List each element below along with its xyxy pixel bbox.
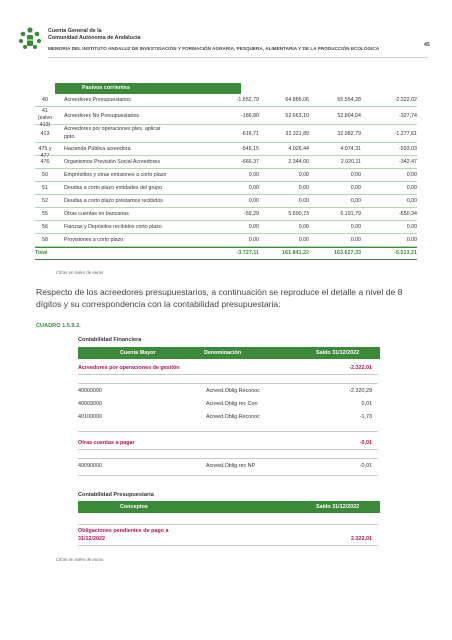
financiera-title: Contabilidad Financiera [78,337,142,343]
row-description: Acreedores No Presupuestarios [64,113,140,119]
row-value-v4: -327,74 [399,113,417,119]
row-saldo: -2.320,29 [349,388,372,394]
table-row [35,143,417,159]
row-value-v1: -59,29 [243,211,259,217]
junta-andalucia-logo-icon [16,25,44,53]
row-value-v2: 0,00 [298,185,309,191]
org-name-line1: Cuenta General de la [48,28,102,34]
row-code: 56 [42,224,48,230]
group1-label: Acreedores por operaciones de gestión [78,365,180,371]
row-description: Deudas a corto plazo préstamos recibidos [64,198,163,204]
presupuestaria-header-bar [78,501,380,513]
row-value-v2: 32.321,89 [285,131,309,137]
financiera-header-bar [78,347,380,359]
row-saldo: -0,01 [359,463,372,469]
col-cuenta-mayor: Cuenta Mayor [120,350,156,356]
row-value-v4: -593,03 [399,146,417,152]
cuadro-label: CUADRO 1.5.9.2. [36,323,81,329]
row-value-v2: 64.885,06 [285,97,309,103]
body-paragraph: Respecto de los acreedores presupuestarios, a continuación se reproduce el detalle a nivel de 8 dígitos y su correspondencia con la contabilidad presupuestaria: [36,287,403,309]
table-header-label: Pasivos corrientes [82,85,130,91]
row-value-v2: 52.663,10 [285,113,309,119]
obligaciones-label-line2: 31/12/2022 [78,536,105,542]
divider [78,458,378,459]
row-description: Otras cuentas no bancarias [64,211,129,217]
row-code: 55 [42,211,48,217]
header-divider [48,57,428,58]
row-description: Organismos Previsión Social Acreedores [64,159,160,165]
divider [78,524,378,525]
row-value-v4: -342,47 [399,159,417,165]
row-code: 41 (salvo 413) [37,108,53,128]
row-denominacion: Acreed.Oblig.Reconoc [206,414,260,420]
row-value-v4: 0,00 [406,185,417,191]
total-v2: 161.841,22 [282,250,309,256]
col-denominacion: Denominación [204,350,242,356]
obligaciones-label-line1: Obligaciones pendientes de pago a [78,528,169,534]
table-row [35,125,417,143]
row-code: 51 [42,185,48,191]
row-value-v3: 4.074,31 [340,146,361,152]
row-description: Empréstitos y otras emisiones a corto plazo [64,172,167,178]
row-value-v1: -545,15 [241,146,259,152]
row-value-v1: 0,00 [248,198,259,204]
row-code: 52 [42,198,48,204]
memoria-title: MEMORIA DEL INSTITUTO ANDALUZ DE INVESTIGACIÓN Y FORMACIÓN AGRARIA, PESQUERA, ALIMENTARIA Y DE LA PRODUCCIÓN ECOLÓGICA [48,46,380,51]
group2-label: Otras cuentas a pagar [78,440,135,446]
divider [78,431,378,432]
row-value-v1: 0,00 [248,172,259,178]
row-value-v2: 4.026,44 [288,146,309,152]
row-value-v2: 0,00 [298,237,309,243]
units-note-2: Cifras en miles de euros [56,557,104,562]
table-row [35,156,417,169]
row-code: 475 y 477 [38,146,52,159]
table-row [35,195,417,208]
row-denominacion: Acreed.Oblig.rec NP [206,463,256,469]
row-description: Fianzas y Depósitos recibidos corto plazo [64,224,162,230]
table-row [35,221,417,234]
divider [78,475,378,476]
col-saldo: Saldo 31/12/2022 [316,350,360,356]
row-cuenta-mayor: 40090000 [78,463,102,469]
page-number: 45 [424,42,430,48]
pasivos-corrientes-table [35,83,417,260]
row-saldo: -1,73 [359,414,372,420]
row-value-v4: 0,00 [406,224,417,230]
obligaciones-value: 2.322,01 [351,536,372,542]
row-value-v2: 2.344,00 [288,159,309,165]
row-value-v4: 0,00 [406,198,417,204]
row-description: Acreedores Presupuestarios [64,97,131,103]
total-v4: -5.513,21 [394,250,417,256]
row-value-v4: -2.322,02 [394,97,417,103]
row-denominacion: Acreed.Oblig.Reconoc [206,388,260,394]
row-value-v3: 0,00 [350,172,361,178]
row-value-v3: 0,00 [350,224,361,230]
table-row [35,208,417,221]
table-row [35,182,417,195]
row-value-v3: 52.804,04 [337,113,361,119]
row-value-v4: -650,34 [399,211,417,217]
table-row [35,169,417,182]
table-row [35,107,417,128]
row-value-v2: 0,00 [298,224,309,230]
table-row [35,94,417,107]
row-value-v3: 0,00 [350,237,361,243]
row-cuenta-mayor: 40009000 [78,401,102,407]
table-body [35,94,417,247]
row-value-v2: 0,00 [298,172,309,178]
divider [78,374,378,375]
table-total-row [35,247,417,260]
row-value-v4: -1.277,61 [394,131,417,137]
row-description: Deudas a corto plazo entidades del grupo [64,185,163,191]
row-code: 413 [40,131,50,137]
row-value-v1: -666,37 [241,159,259,165]
col-conceptos: Conceptos [120,504,148,510]
total-v1: -3.727,11 [236,250,259,256]
row-value-v1: 0,00 [248,237,259,243]
row-value-v3: 6.191,79 [340,211,361,217]
row-cuenta-mayor: 40100000 [78,414,102,420]
row-value-v3: 0,00 [350,185,361,191]
row-value-v2: 5.600,73 [288,211,309,217]
group1-total: -2.322,01 [349,365,372,371]
row-code: 58 [42,237,48,243]
row-description: Provisiones a corto plazo [64,237,124,243]
row-code: 50 [42,172,48,178]
row-value-v2: 0,00 [298,198,309,204]
group2-total: -0,01 [359,440,372,446]
row-cuenta-mayor: 40000000 [78,388,102,394]
row-value-v3: 32.982,79 [337,131,361,137]
row-value-v3: 65.554,28 [337,97,361,103]
row-value-v1: -186,80 [241,113,259,119]
row-saldo: 0,01 [361,401,372,407]
row-value-v1: 0,00 [248,185,259,191]
row-value-v1: 0,00 [248,224,259,230]
row-description: ppto. [64,134,76,140]
row-value-v1: -1.652,79 [236,97,259,103]
col-saldo: Saldo 31/12/2022 [316,504,360,510]
row-value-v3: 2.020,11 [340,159,361,165]
org-name-line2: Comunidad Autónoma de Andalucía [48,35,141,41]
table-header [35,83,417,94]
presupuestaria-title: Contabilidad Presupuestaria [78,492,154,498]
row-value-v3: 0,00 [350,198,361,204]
row-code: 40 [42,97,48,103]
row-value-v1: -616,71 [241,131,259,137]
total-v3: 163.627,33 [334,250,361,256]
units-note: Cifras en miles de euros [56,270,104,275]
row-description: Acreedores por operaciones ptes. aplicar [64,126,161,132]
row-denominacion: Acreed.Oblig.rec Con [206,401,258,407]
table-row [35,234,417,247]
divider [78,383,378,384]
divider [78,449,378,450]
total-label: Total [35,250,48,256]
row-code: 476 [40,159,50,165]
row-value-v4: 0,00 [406,172,417,178]
row-description: Hacienda Pública acreedora [64,146,131,152]
divider [78,545,378,546]
row-value-v4: 0,00 [406,237,417,243]
